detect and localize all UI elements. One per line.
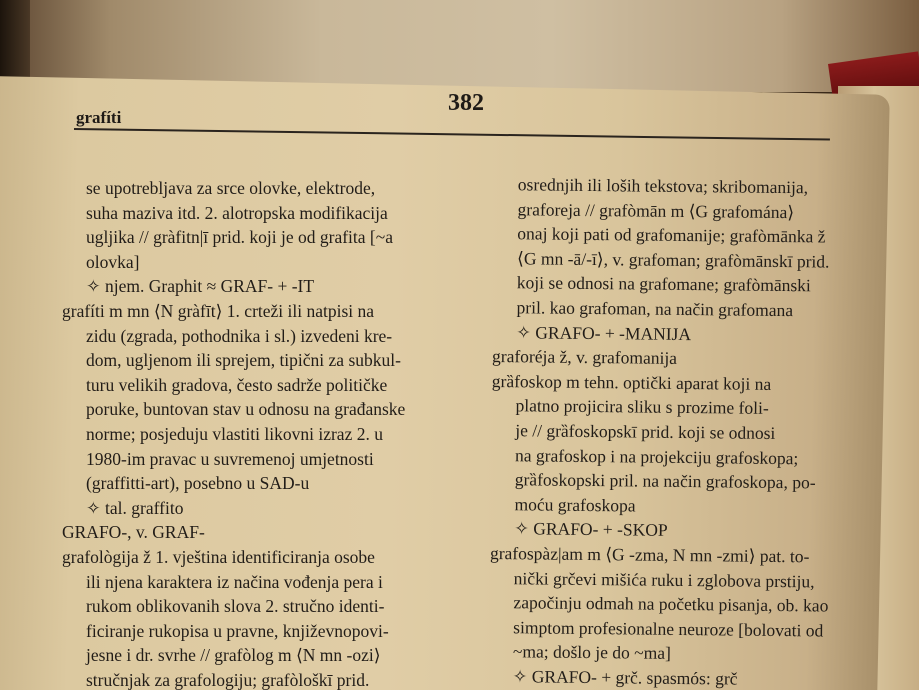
- entry-line: (graffitti-art), posebno u SAD-u: [86, 473, 310, 494]
- entry-line: ✧ tal. graffito: [86, 497, 184, 518]
- entry-line: poruke, buntovan stav u odnosu na građanske: [86, 399, 406, 420]
- entry-line: simptom profesionalne neuroze [bolovati od: [513, 616, 824, 641]
- left-column: [62, 176, 482, 690]
- running-head: grafíti: [76, 108, 122, 127]
- right-column: [489, 172, 874, 690]
- entry-line: grafíti m mn ⟨N gràfīt⟩ 1. crteži ili natpisi na: [62, 300, 375, 321]
- entry-line: rukom oblikovanih slova 2. stručno identi-: [86, 596, 385, 617]
- entry-line: ili njena karaktera iz načina vođenja pera i: [86, 571, 383, 592]
- entry-line: graforeja // grafòmān m ⟨G grafomána⟩: [517, 198, 795, 222]
- entry-line: onaj koji pati od grafomanije; grafòmānka ž: [517, 223, 826, 247]
- entry-line: je // grȁfoskopskī prid. koji se odnosi: [515, 420, 776, 443]
- entry-line: graforéja ž, v. grafomanija: [491, 346, 678, 369]
- entry-line: ✧ GRAFO- + -MANIJA: [516, 321, 692, 344]
- entry-line: jesne i dr. svrhe // grafòlog m ⟨N mn -ozi⟩: [86, 645, 381, 666]
- entry-line: grafospàz|am m ⟨G -zma, N mn -zmi⟩ pat. to-: [489, 542, 810, 567]
- entry-line: olovka]: [86, 251, 140, 272]
- entry-line: ugljika // gràfitn|ī prid. koji je od grafita [~a: [86, 227, 393, 248]
- entry-line: ✧ njem. Graphit ≈ GRAF- + -IT: [86, 276, 315, 297]
- entry-line: stručnjak za grafologiju; grafòloškī prid.: [86, 669, 370, 690]
- entry-line: nički grčevi mišića ruku i zglobova prstiju,: [513, 567, 815, 591]
- entry-line: se upotrebljava za srce olovke, elektrode,: [86, 178, 376, 198]
- entry-line: suha maziva itd. 2. alotropska modifikacija: [86, 202, 388, 223]
- entry-line: grȁfoskop m tehn. optički aparat koji na: [491, 370, 772, 394]
- entry-line: ✧ GRAFO- + -SKOP: [514, 518, 668, 541]
- entry-line: grafològija ž 1. vještina identificiranja osobe: [62, 546, 375, 567]
- entry-line: ficiranje rukopisa u pravne, književnopovi-: [86, 620, 389, 641]
- entry-line: pril. kao grafoman, na način grafomana: [516, 297, 794, 321]
- entry-line: zidu (zgrada, pothodnika i sl.) izvedeni kre-: [86, 325, 393, 346]
- entry-line: GRAFO-, v. GRAF-: [62, 522, 205, 543]
- entry-line: platno projicira sliku s prozime foli-: [515, 395, 769, 419]
- entry-line: 1980-im pravac u suvremenoj umjetnosti: [86, 448, 374, 469]
- entry-line: ~ma; došlo je do ~ma]: [512, 641, 672, 664]
- entry-line: ⟨G mn -ā/-ī⟩, v. grafoman; grafòmānskī prid.: [516, 248, 830, 272]
- entry-line: koji se odnosi na grafomane; grafòmānski: [516, 272, 811, 296]
- entry-line: dom, ugljenom ili sprejem, tipični za subkul-: [86, 350, 401, 371]
- entry-line: norme; posjeduju vlastiti likovni izraz 2. u: [86, 423, 383, 444]
- entry-line: započinju odmah na početku pisanja, ob. kao: [513, 592, 829, 616]
- entry-line: turu velikih gradova, često sadrže političke: [86, 374, 388, 395]
- entry-line: moću grafoskopa: [514, 493, 636, 516]
- entry-line: ✧ GRAFO- + grč. spasmós: grč: [512, 666, 738, 689]
- entry-line: osrednjih ili loših tekstova; skribomanija,: [517, 174, 809, 198]
- page-number: 382: [448, 90, 484, 116]
- entry-line: grȁfoskopski pril. na način grafoskopa, po-: [514, 469, 816, 493]
- entry-line: na grafoskop i na projekciju grafoskopa;: [514, 444, 799, 468]
